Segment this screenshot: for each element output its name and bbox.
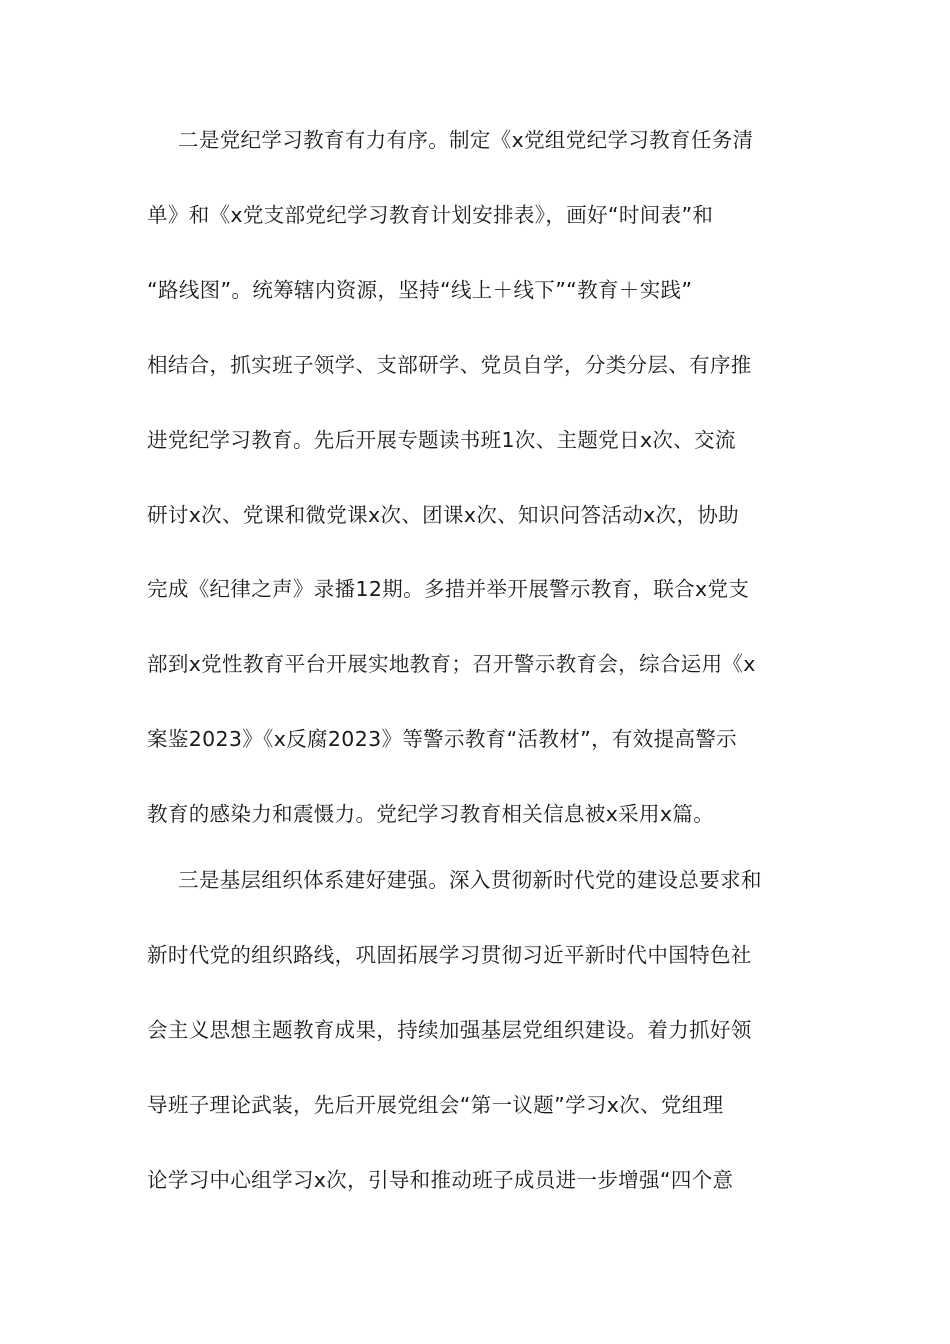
paragraph-1-line-3: “路线图”。统筹辖内资源，坚持“线上＋线下”“教育＋实践”: [147, 278, 693, 302]
paragraph-1-line-4: 相结合，抓实班子领学、支部研学、党员自学，分类分层、有序推: [147, 353, 752, 377]
paragraph-2-line-3: 会主义思想主题教育成果，持续加强基层党组织建设。着力抓好领: [147, 1018, 752, 1042]
paragraph-1-line-7: 完成《纪律之声》录播12期。多措并举开展警示教育，联合x党支: [147, 577, 750, 601]
paragraph-2-line-2: 新时代党的组织路线，巩固拓展学习贯彻习近平新时代中国特色社: [147, 943, 752, 967]
paragraph-1-line-10: 教育的感染力和震慑力。党纪学习教育相关信息被x采用x篇。: [147, 802, 715, 826]
paragraph-1-line-6: 研讨x次、党课和微党课x次、团课x次、知识问答活动x次，协助: [147, 503, 740, 527]
paragraph-1-line-8: 部到x党性教育平台开展实地教育；召开警示教育会，综合运用《x: [147, 652, 756, 676]
paragraph-1-line-2: 单》和《x党支部党纪学习教育计划安排表》，画好“时间表”和: [147, 203, 714, 227]
paragraph-1-line-9: 案鉴2023》《x反腐2023》等警示教育“活教材”，有效提高警示: [147, 727, 738, 751]
paragraph-2-line-5: 论学习中心组学习x次，引导和推动班子成员进一步增强“四个意: [147, 1168, 734, 1192]
paragraph-2-line-1: 三是基层组织体系建好建强。深入贯彻新时代党的建设总要求和: [178, 868, 762, 892]
paragraph-1-line-5: 进党纪学习教育。先后开展专题读书班1次、主题党日x次、交流: [147, 428, 736, 452]
paragraph-2-line-4: 导班子理论武装，先后开展党组会“第一议题”学习x次、党组理: [147, 1093, 724, 1117]
paragraph-1-line-1: 二是党纪学习教育有力有序。制定《x党组党纪学习教育任务清: [178, 128, 754, 152]
